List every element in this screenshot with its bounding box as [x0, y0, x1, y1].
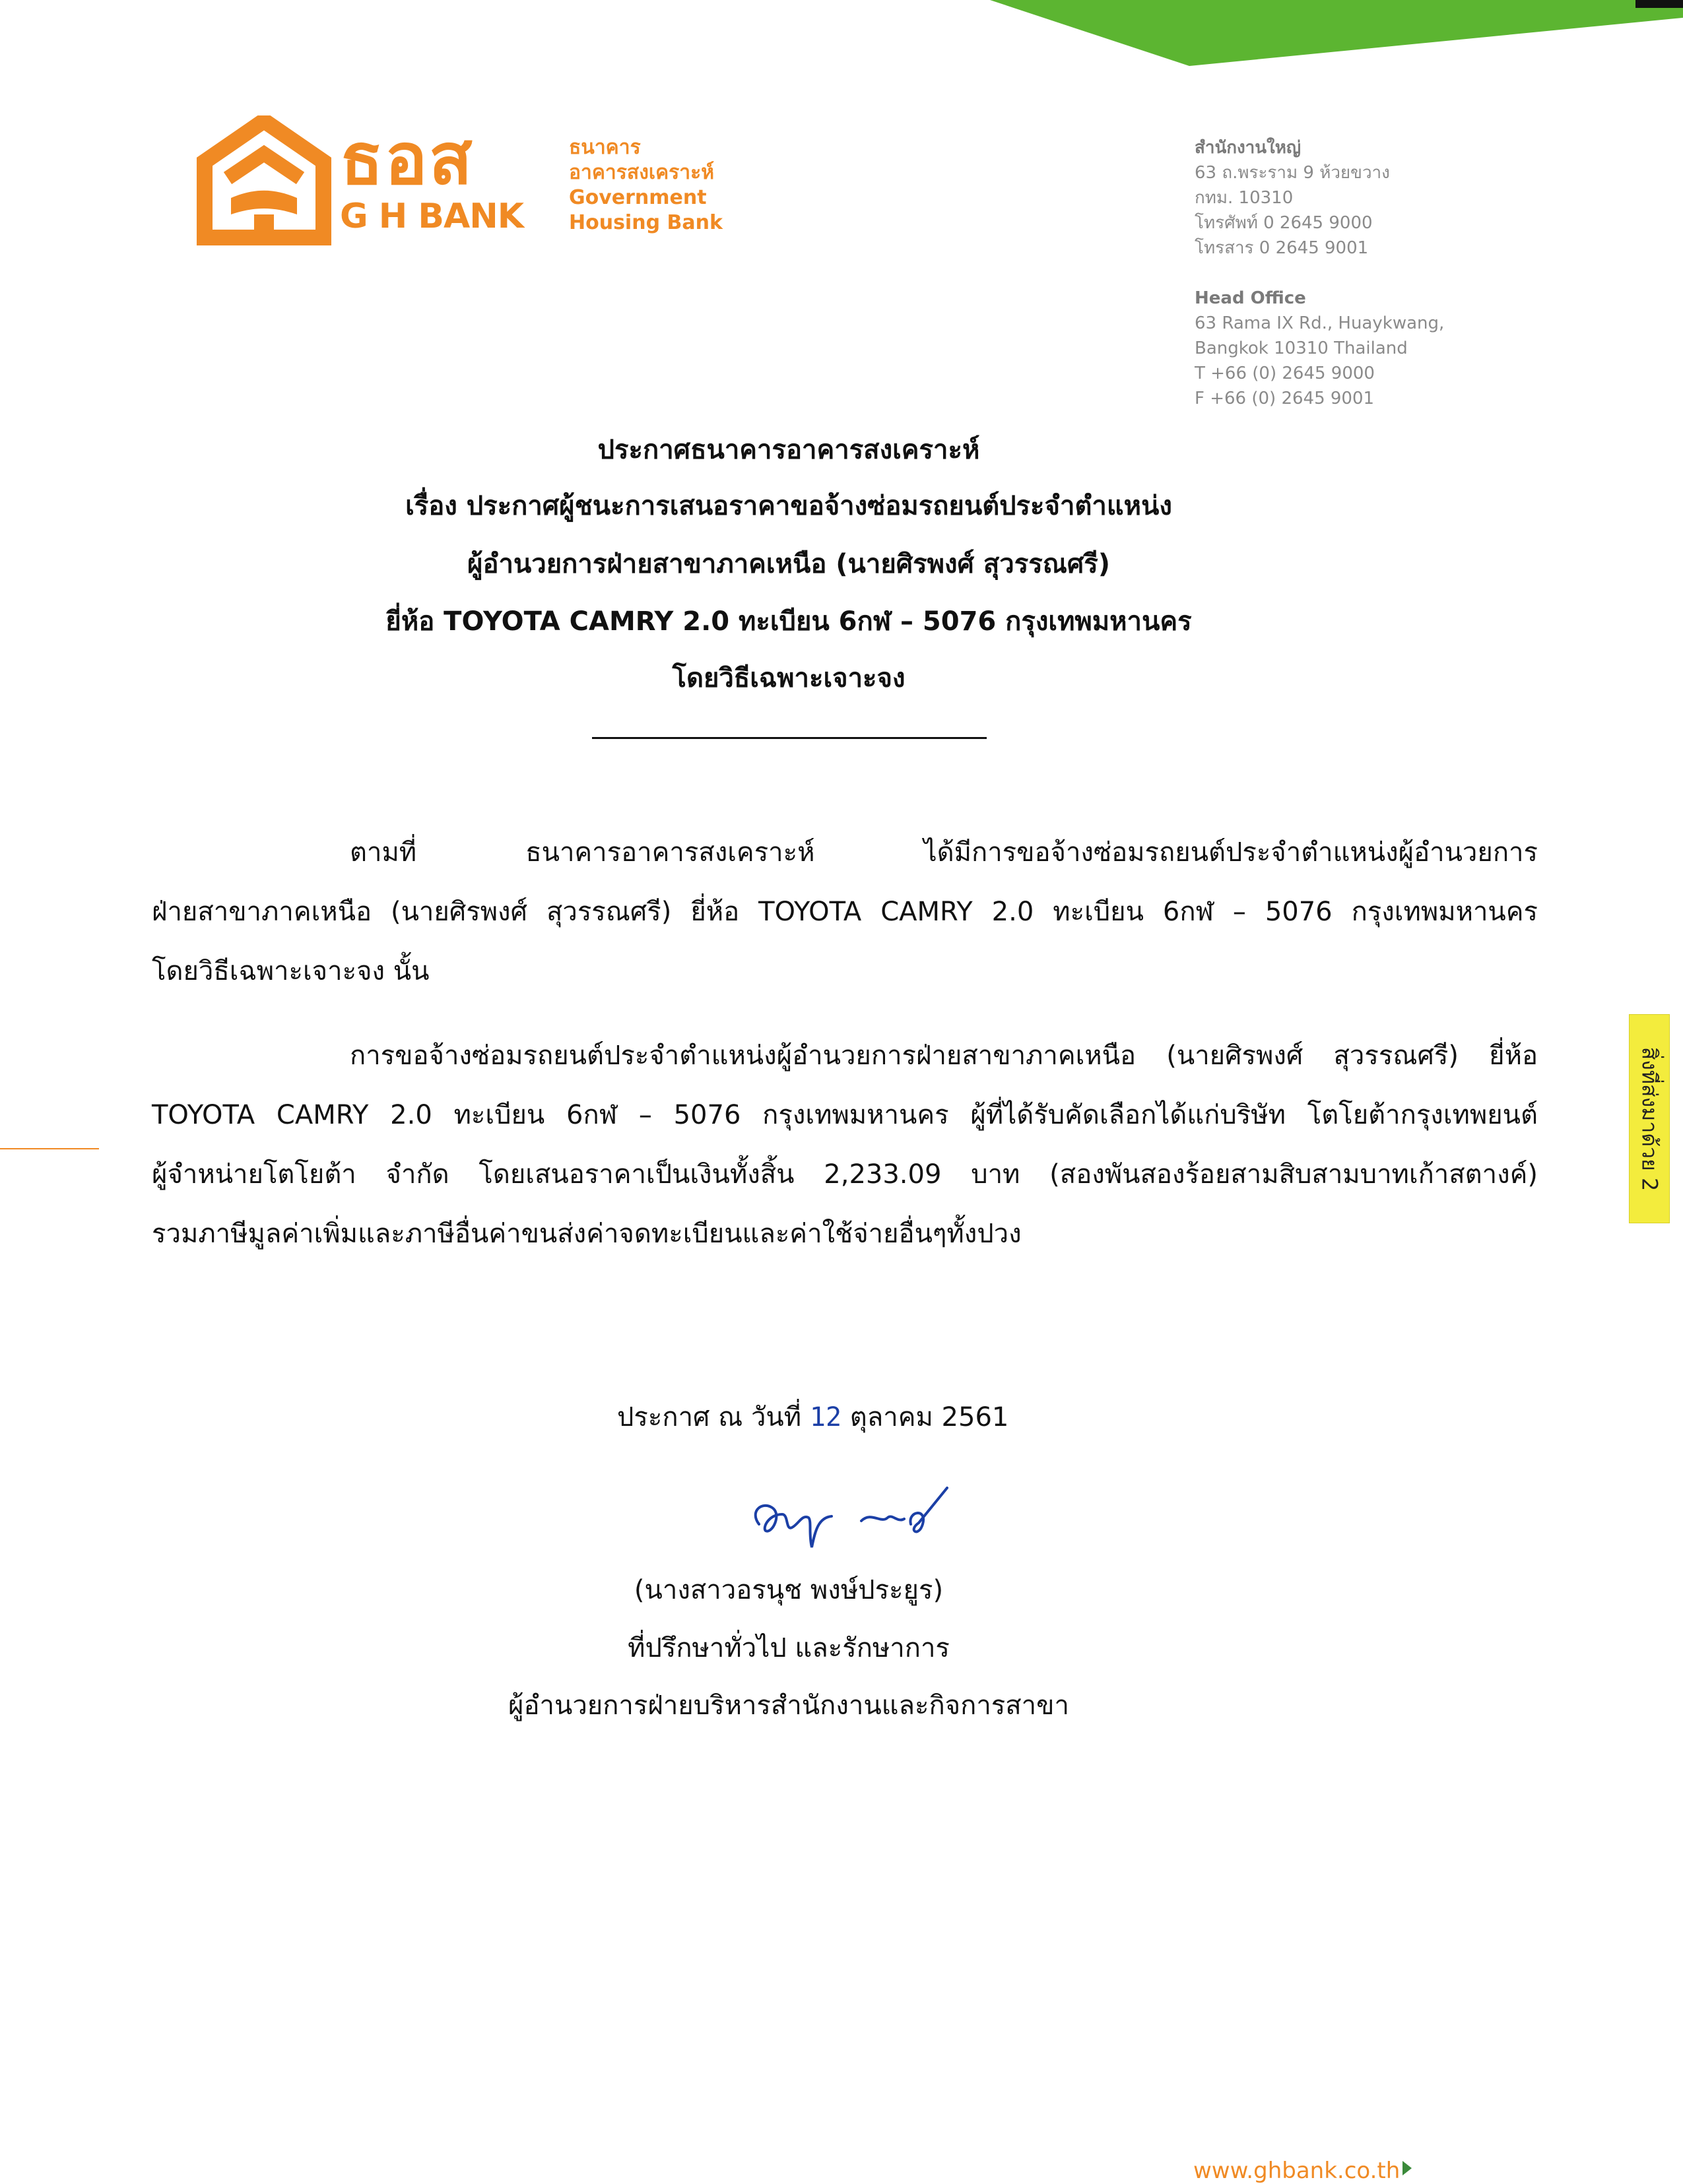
- paragraph-line: ผู้จำหน่ายโตโยต้า จำกัด โดยเสนอราคาเป็นเงินทั้งสิ้น 2,233.09 บาท (สองพันสองร้อยสามสิบสามบาทเก้าสตางค์): [152, 1159, 1538, 1190]
- address-line: 63 ถ.พระราม 9 ห้วยขวาง: [1195, 163, 1390, 183]
- address-thai: [1195, 135, 1390, 261]
- paragraph-line: ฝ่ายสาขาภาคเหนือ (นายศิรพงศ์ สุวรรณศรี) ยี่ห้อ TOYOTA CAMRY 2.0 ทะเบียน 6กฬ – 5076 กรุงเทพมหานคร: [152, 897, 1538, 927]
- logo-subtitle-line: อาคารสงเคราะห์: [569, 161, 715, 184]
- address-line: T +66 (0) 2645 9000: [1195, 364, 1375, 383]
- paragraph-line: การขอจ้างซ่อมรถยนต์ประจำตำแหน่งผู้อำนวยการฝ่ายสาขาภาคเหนือ (นายศิรพงศ์ สุวรรณศรี) ยี่ห้อ: [350, 1041, 1538, 1071]
- sticker-label: สิ่งที่ส่งมาด้วย 2: [1637, 1046, 1663, 1191]
- header-green-banner: [990, 0, 1683, 66]
- announcement-date-suffix: ตุลาคม 2561: [849, 1402, 1009, 1432]
- logo-subtitle-line: ธนาคาร: [569, 136, 641, 159]
- document-subject-line: ยี่ห้อ TOYOTA CAMRY 2.0 ทะเบียน 6กฬ – 5076 กรุงเทพมหานคร: [385, 606, 1192, 637]
- signature-icon: [746, 1485, 964, 1557]
- address-heading: สำนักงานใหญ่: [1195, 138, 1302, 158]
- body-paragraph-1: [152, 823, 1538, 1001]
- signatory-name: (นางสาวอรนุช พงษ์ประยูร): [634, 1575, 944, 1605]
- handwritten-day: 12: [809, 1402, 842, 1432]
- address-line: 63 Rama IX Rd., Huaykwang,: [1195, 313, 1445, 333]
- title-divider: [592, 737, 987, 739]
- paragraph-line: ตามที่ ธนาคารอาคารสงเคราะห์ ได้มีการขอจ้างซ่อมรถยนต์ประจำตำแหน่งผู้อำนวยการ: [350, 837, 1538, 868]
- document-subject: เรื่อง ประกาศผู้ชนะการเสนอราคาขอจ้างซ่อมรถยนต์ประจำตำแหน่ง: [405, 491, 1172, 521]
- announcement-date-prefix: ประกาศ ณ วันที่: [617, 1402, 802, 1432]
- document-subject-line: โดยวิธีเฉพาะเจาะจง: [672, 663, 906, 693]
- body-paragraph-2: [152, 1026, 1538, 1264]
- attachment-sticker: [1629, 1014, 1670, 1223]
- address-line: โทรสาร 0 2645 9001: [1195, 238, 1369, 258]
- signatory-position: ผู้อำนวยการฝ่ายบริหารสำนักงานและกิจการสาขา: [508, 1690, 1069, 1721]
- logo-subtitle: [569, 135, 723, 236]
- paragraph-line: TOYOTA CAMRY 2.0 ทะเบียน 6กฬ – 5076 กรุงเทพมหานคร ผู้ที่ได้รับคัดเลือกได้แก่บริษัท โตโยต้ากรุงเทพยนต์: [152, 1100, 1538, 1130]
- paragraph-line: รวมภาษีมูลค่าเพิ่มและภาษีอื่นค่าขนส่งค่าจดทะเบียนและค่าใช้จ่ายอื่นๆทั้งปวง: [152, 1219, 1022, 1249]
- address-line: โทรศัพท์ 0 2645 9000: [1195, 213, 1373, 233]
- announcement-date: [617, 1397, 1008, 1437]
- address-line: กทม. 10310: [1195, 188, 1294, 208]
- address-heading: Head Office: [1195, 288, 1306, 308]
- margin-mark: [0, 1148, 99, 1149]
- address-english: [1195, 286, 1444, 411]
- logo-subtitle-line: Housing Bank: [569, 211, 723, 234]
- footer-website: www.ghbank.co.th: [1193, 2158, 1401, 2184]
- document-title: ประกาศธนาคารอาคารสงเคราะห์: [597, 435, 980, 465]
- signatory-position: ที่ปรึกษาทั่วไป และรักษาการ: [628, 1633, 950, 1663]
- document-subject-line: ผู้อำนวยการฝ่ายสาขาภาคเหนือ (นายศิรพงศ์ สุวรรณศรี): [467, 549, 1110, 579]
- logo-subtitle-line: Government: [569, 186, 707, 209]
- logo-brand-english: G H BANK: [340, 197, 524, 236]
- address-line: Bangkok 10310 Thailand: [1195, 338, 1408, 358]
- arrow-right-icon: [1402, 2161, 1412, 2175]
- paragraph-line: โดยวิธีเฉพาะเจาะจง นั้น: [152, 956, 430, 986]
- logo-brand-thai: ธอส: [340, 118, 474, 201]
- address-line: F +66 (0) 2645 9001: [1195, 389, 1375, 408]
- corner-mark: [1635, 0, 1683, 8]
